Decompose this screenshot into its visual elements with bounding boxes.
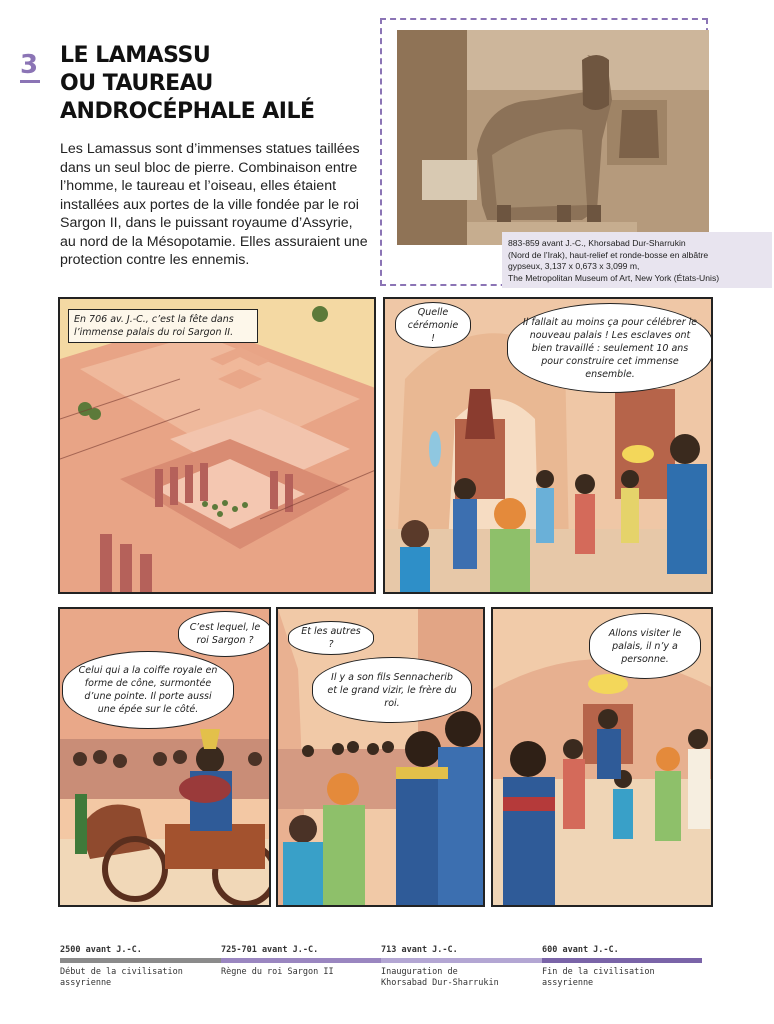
caption-line-2: (Nord de l’Irak), haut-relief et ronde-bosse en albâtre <box>508 249 709 260</box>
section-number: 3 <box>20 50 39 80</box>
comic-panel-1 <box>58 297 376 594</box>
panel2-speech-bubble-2: Il fallait au moins ça pour célébrer le nouveau palais ! Les esclaves ont bien travaillé : seulement 10 ans pour construire cet immense ensemble. <box>507 303 713 393</box>
timeline-bar-3 <box>381 958 542 963</box>
timeline-date-1: 2500 avant J.-C. <box>60 945 142 955</box>
title-line-3: ANDROCÉPHALE AILÉ <box>60 99 315 124</box>
timeline-label-1 <box>60 967 183 988</box>
title-line-1: LE LAMASSU <box>60 43 211 68</box>
title-line-2: OU TAUREAU <box>60 71 213 96</box>
comic-panel-5 <box>491 607 713 907</box>
section-number-underline <box>20 80 40 83</box>
comic-panel-3 <box>58 607 271 907</box>
timeline-label-1-line-2: assyrienne <box>60 977 112 988</box>
timeline-label-1-line-1: Début de la civilisation <box>60 967 183 977</box>
panel4-speech-bubble-2: Il y a son fils Sennacherib et le grand vizir, le frère du roi. <box>312 657 472 723</box>
panel4-speech-bubble-1: Et les autres ? <box>288 621 374 655</box>
caption-line-1: 883-859 avant J.-C., Khorsabad Dur-Sharrukin <box>508 238 686 248</box>
timeline-label-3-line-2: Khorsabad Dur-Sharrukin <box>381 977 499 988</box>
photo-caption <box>502 232 772 288</box>
panel3-speech-bubble-2: Celui qui a la coiffe royale en forme de cône, surmontée d’une pointe. Il porte aussi une épée sur le côté. <box>62 651 234 729</box>
timeline-bar-2 <box>221 958 381 963</box>
timeline-label-2-line-1: Règne du roi Sargon II <box>221 967 334 977</box>
lamassu-photo <box>397 30 709 245</box>
panel5-speech-bubble-1: Allons visiter le palais, il n’y a personne. <box>589 613 701 679</box>
caption-line-4: The Metropolitan Museum of Art, New York (États-Unis) <box>508 272 720 283</box>
timeline-label-2 <box>221 967 334 978</box>
timeline-label-3-line-1: Inauguration de <box>381 967 458 977</box>
timeline-label-3 <box>381 967 499 988</box>
timeline-label-4 <box>542 967 655 988</box>
comic-panel-2 <box>383 297 713 594</box>
intro-paragraph: Les Lamassus sont d’immenses statues taillées dans un seul bloc de pierre. Combinaison entre l’homme, le taureau et l’oiseau, elles étaient installées aux portes de la ville fondée par le roi Sargon II, dans le puissant royaume d’Assyrie, au nord de la Mésopotamie. Elles assuraient une protection contre les ennemis. <box>60 141 368 268</box>
timeline-bar-1 <box>60 958 221 963</box>
timeline-label-4-line-2: assyrienne <box>542 977 594 988</box>
panel1-caption: En 706 av. J.-C., c’est la fête dans l’immense palais du roi Sargon II. <box>68 309 258 343</box>
caption-line-3: gypseux, 3,137 x 0,673 x 3,099 m, <box>508 261 640 272</box>
timeline-label-4-line-1: Fin de la civilisation <box>542 967 655 977</box>
timeline-date-2: 725-701 avant J.-C. <box>221 945 319 955</box>
comic-panel-4 <box>276 607 485 907</box>
panel2-speech-bubble-1: Quelle cérémonie ! <box>395 302 471 348</box>
timeline-bar-4 <box>542 958 702 963</box>
timeline-date-3: 713 avant J.-C. <box>381 945 458 955</box>
timeline-date-4: 600 avant J.-C. <box>542 945 619 955</box>
panel3-speech-bubble-1: C’est lequel, le roi Sargon ? <box>178 611 271 657</box>
page-title <box>60 42 315 126</box>
